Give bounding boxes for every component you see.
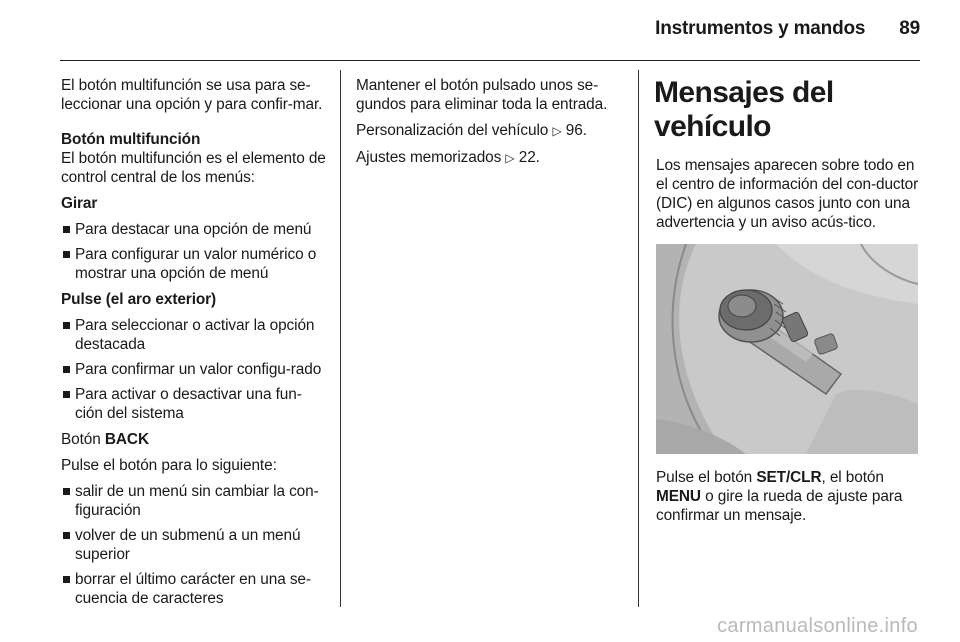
pulse-ring-heading: Pulse (el aro exterior) (61, 291, 217, 308)
page-reference-icon: ▷ (505, 151, 515, 165)
confirm-message-paragraph: Pulse el botón SET/CLR, el botón MENU o gire la rueda de ajuste para confirmar un mensaje. (656, 469, 903, 524)
column-3 (656, 76, 924, 532)
column-2 (356, 76, 612, 175)
column-divider-1 (340, 70, 341, 607)
girar-list (61, 220, 329, 283)
personalization-reference: Personalización del vehículo ▷ 96. (356, 122, 587, 139)
intro-paragraph: El botón multifunción se usa para se-leccionar una opción y para confir-mar. (61, 77, 323, 113)
back-label: BACK (104, 431, 149, 448)
pulse-list (61, 316, 329, 423)
list-item: borrar el último carácter en una se-cuencia de caracteres (61, 570, 329, 608)
page-number: 89 (899, 18, 920, 39)
list-item: Para activar o desactivar una fun-ción del sistema (61, 385, 329, 423)
list-item: Para seleccionar o activar la opción destacada (61, 316, 329, 354)
list-item: Para configurar un valor numérico o mostrar una opción de menú (61, 245, 329, 283)
header-rule (60, 60, 920, 61)
multifunction-description: El botón multifunción es el elemento de control central de los menús: (61, 150, 326, 186)
back-description: Pulse el botón para lo siguiente: (61, 457, 277, 474)
steering-stalk-illustration (656, 244, 918, 454)
column-1 (61, 76, 329, 615)
list-item: volver de un submenú a un menú superior (61, 526, 329, 564)
settings-reference: Ajustes memorizados ▷ 22. (356, 149, 540, 166)
hold-paragraph: Mantener el botón pulsado unos se-gundos para eliminar toda la entrada. (356, 77, 608, 113)
list-item: salir de un menú sin cambiar la con-figuración (61, 482, 329, 520)
multifunction-heading: Botón multifunción (61, 131, 201, 148)
watermark: carmanualsonline.info (717, 615, 918, 637)
back-list (61, 482, 329, 608)
section-title: Instrumentos y mandos (655, 18, 866, 39)
back-heading: Botón BACK (61, 431, 149, 448)
column-divider-2 (638, 70, 639, 607)
girar-heading: Girar (61, 195, 98, 212)
menu-label: MENU (656, 488, 701, 505)
list-item: Para confirmar un valor configu-rado (61, 360, 329, 379)
setclr-label: SET/CLR (756, 469, 822, 486)
page-reference-icon: ▷ (552, 124, 562, 138)
messages-intro: Los mensajes aparecen sobre todo en el centro de información del con-ductor (DIC) en algunos casos junto con una advertencia y un aviso acús-tico. (656, 157, 919, 231)
list-item: Para destacar una opción de menú (61, 220, 329, 239)
page-header (655, 18, 920, 40)
section-heading: Mensajes del vehículo (654, 76, 834, 143)
